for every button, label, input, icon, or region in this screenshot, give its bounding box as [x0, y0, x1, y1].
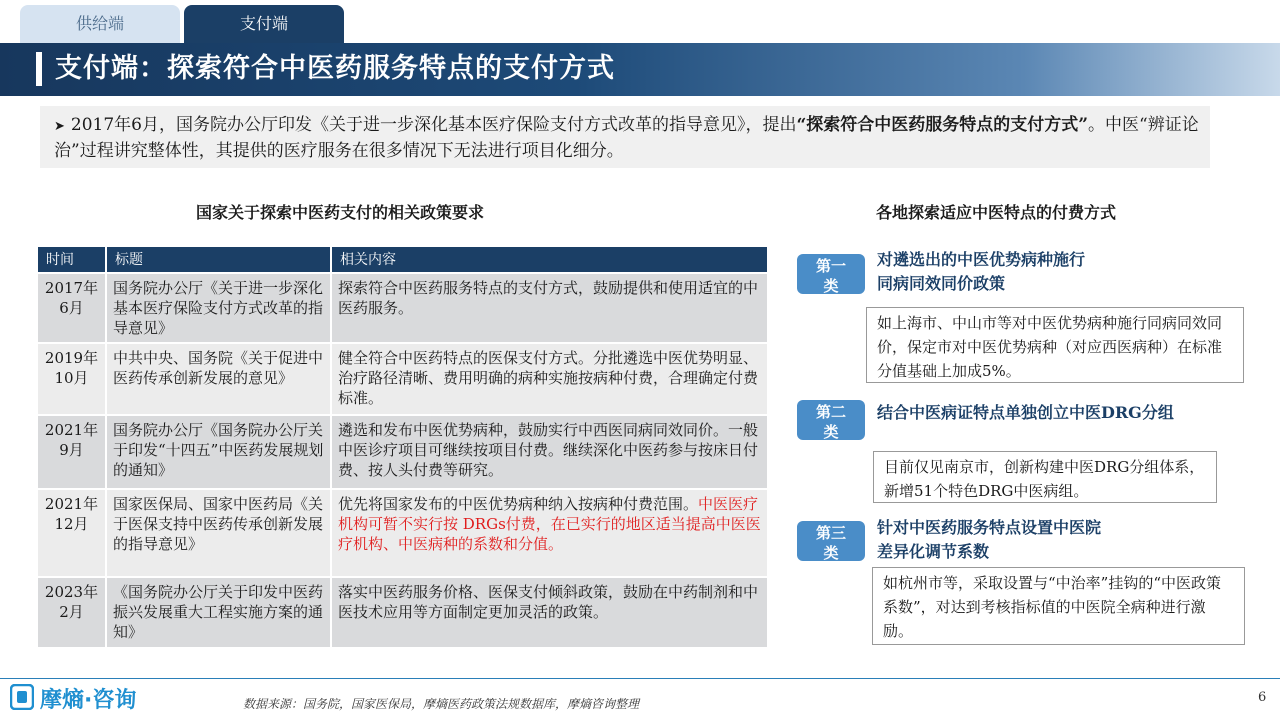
- badge-line2: 类: [823, 544, 839, 562]
- row-content: [331, 415, 768, 489]
- row-title: 国务院办公厅《国务院办公厅关于印发“十四五”中医药发展规划的通知》: [106, 415, 331, 489]
- logo-text: 摩熵·咨询: [40, 688, 137, 713]
- left-section-heading: 国家关于探索中医药支付的相关政策要求: [196, 203, 485, 222]
- row-title: 中共中央、国务院《关于促进中医药传承创新发展的意见》: [106, 343, 331, 415]
- content-text: 健全符合中医药特点的医保支付方式。分批遴选中医优势明显、治疗路径清晰、费用明确的病种实施按病种付费，合理确定付费标准。: [338, 349, 759, 407]
- footer-divider: [0, 678, 1280, 679]
- tab-payment-side[interactable]: 支付端: [184, 5, 344, 43]
- table-row: [38, 489, 768, 577]
- row-time: 2021年9月: [38, 415, 106, 489]
- category-3-title: 针对中医药服务特点设置中医院差异化调节系数: [877, 518, 1102, 561]
- category-2-title: 结合中医病证特点单独创立中医DRG分组: [877, 403, 1174, 422]
- intro-text: [54, 113, 1204, 164]
- content-text: 优先将国家发布的中医优势病种纳入按病种付费范围。: [338, 495, 699, 513]
- category-1-title: 对遴选出的中医优势病种施行同病同效同价政策: [877, 250, 1086, 293]
- row-time: 2017年6月: [38, 273, 106, 343]
- table-row: [38, 343, 768, 415]
- row-title: 《国务院办公厅关于印发中医药振兴发展重大工程实施方案的通知》: [106, 577, 331, 647]
- policy-table: [38, 247, 769, 647]
- header-content: 相关内容: [331, 247, 768, 273]
- row-time: 2019年10月: [38, 343, 106, 415]
- arrow-bullet-icon: ➤: [54, 119, 65, 134]
- title-accent-bar: [36, 52, 42, 86]
- intro-part1: 2017年6月，国务院办公厅印发《关于进一步深化基本医疗保险支付方式改革的指导意见》，提出: [70, 115, 797, 135]
- row-time: 2023年2月: [38, 577, 106, 647]
- row-title: 国家医保局、国家中医药局《关于医保支持中医药传承创新发展的指导意见》: [106, 489, 331, 577]
- page-number: 6: [1258, 690, 1267, 705]
- intro-part2: 。中医“辨证论治”过程讲究整体性，其提供的医疗服务在很多情况下无法进行项目化细分。: [54, 115, 1199, 161]
- row-content: [331, 273, 768, 343]
- intro-box: [40, 106, 1210, 168]
- category-3-detail: 如杭州市等，采取设置与“中治率”挂钩的“中医政策系数”，对达到考核指标值的中医院全病种进行激励。: [872, 567, 1245, 645]
- right-section-heading: 各地探索适应中医特点的付费方式: [876, 203, 1117, 222]
- header-time: 时间: [38, 247, 106, 273]
- content-red-text: 中医医疗机构可暂不实行按 DRGs付费，在已实行的地区适当提高中医医疗机构、中医病种的系数和分值。: [338, 495, 761, 553]
- table-row: [38, 273, 768, 343]
- row-content: [331, 343, 768, 415]
- header-title: 标题: [106, 247, 331, 273]
- row-time: 2021年12月: [38, 489, 106, 577]
- tab-supply-side[interactable]: 供给端: [20, 5, 180, 43]
- badge-line1: 第二: [815, 403, 846, 421]
- content-text: 探索符合中医药服务特点的支付方式，鼓励提供和使用适宜的中医药服务。: [338, 279, 759, 317]
- table-row: [38, 415, 768, 489]
- logo-icon: [10, 684, 34, 710]
- table-header-row: [38, 247, 768, 273]
- category-1-badge: [797, 254, 865, 294]
- row-title: 国务院办公厅《关于进一步深化基本医疗保险支付方式改革的指导意见》: [106, 273, 331, 343]
- page-title: 支付端：探索符合中医药服务特点的支付方式: [55, 53, 615, 84]
- category-2-detail: 目前仅见南京市，创新构建中医DRG分组体系，新增51个特色DRG中医病组。: [873, 451, 1217, 503]
- content-text: 遴选和发布中医优势病种，鼓励实行中西医同病同效同价。一般中医诊疗项目可继续按项目付费。继续深化中医药参与按床日付费、按人头付费等研究。: [338, 421, 759, 479]
- badge-line1: 第一: [815, 257, 846, 275]
- badge-line1: 第三: [815, 524, 846, 542]
- category-1-detail: 如上海市、中山市等对中医优势病种施行同病同效同价，保定市对中医优势病种（对应西医病种）在标准分值基础上加成5%。: [866, 307, 1244, 383]
- intro-bold: “探索符合中医药服务特点的支付方式”: [796, 115, 1089, 135]
- row-content: [331, 489, 768, 577]
- category-3-badge: [797, 521, 865, 561]
- category-2-badge: [797, 400, 865, 440]
- content-text: 落实中医药服务价格、医保支付倾斜政策，鼓励在中药制剂和中医技术应用等方面制定更加灵活的政策。: [338, 583, 759, 621]
- table-row: [38, 577, 768, 647]
- row-content: [331, 577, 768, 647]
- badge-line2: 类: [823, 277, 839, 295]
- badge-line2: 类: [823, 423, 839, 441]
- data-source-note: 数据来源：国务院，国家医保局，摩熵医药政策法规数据库，摩熵咨询整理: [243, 697, 640, 711]
